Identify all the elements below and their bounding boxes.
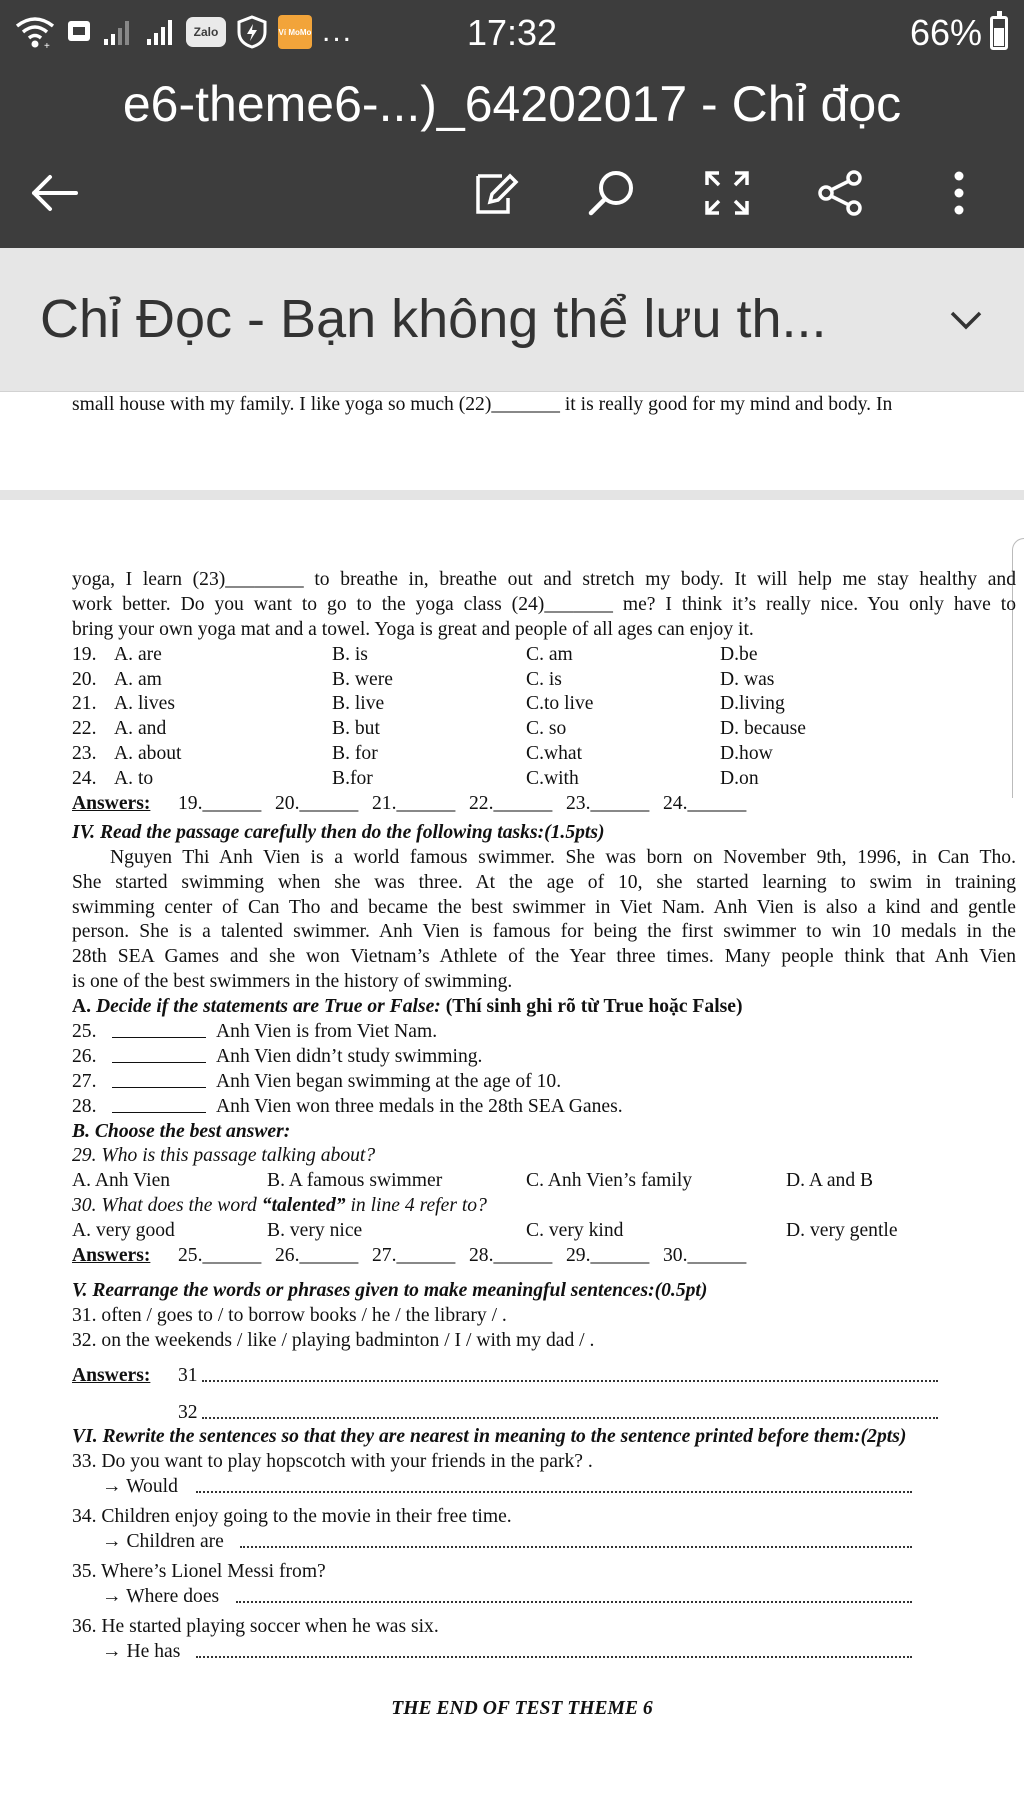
back-button[interactable] — [24, 162, 86, 224]
sec5-answer-31 — [72, 1364, 1016, 1389]
mc-option-d: D.on — [720, 768, 759, 790]
zalo-icon: Zalo — [186, 17, 226, 47]
answer-line — [202, 1403, 938, 1419]
answer-slot: 29.______ — [566, 1245, 650, 1267]
question-29: 29. Who is this passage talking about? — [72, 1145, 376, 1167]
sec5-item: 32. on the weekends / like / playing badminton / I / with my dad / . — [72, 1329, 595, 1351]
search-button[interactable] — [580, 162, 642, 224]
rewrite-question: 34. Children enjoy going to the movie in their free time. — [72, 1506, 512, 1528]
answers-label: Answers: — [72, 1364, 151, 1386]
q30-suffix: in line 4 refer to? — [345, 1195, 487, 1217]
section-6-title: VI. Rewrite the sentences so that they are nearest in meaning to the sentence printed before them:(2pts) — [72, 1426, 907, 1448]
fullscreen-button[interactable] — [696, 162, 758, 224]
answer-line — [196, 1642, 912, 1658]
q29-options — [72, 1169, 1016, 1194]
battery-icon — [990, 16, 1008, 50]
mc-row — [72, 742, 1016, 767]
toolbar — [0, 150, 1024, 234]
share-button[interactable] — [810, 162, 872, 224]
rewrite-answer — [72, 1475, 1016, 1500]
page1-last-line: small house with my family. I like yoga so much (22)_______ it is really good for my mind and body. In — [72, 394, 893, 415]
more-vert-icon — [949, 168, 969, 218]
document-page-1 — [0, 392, 1024, 490]
answer-slot: 24.______ — [663, 793, 747, 815]
rewrite-lead: → Children are — [102, 1530, 224, 1552]
sec5-answer-32 — [72, 1401, 1016, 1426]
mc-option-a: A. to — [114, 768, 154, 790]
clock: 17:32 — [466, 12, 558, 53]
fullscreen-icon — [703, 169, 751, 217]
mc-option-d: D. was — [720, 668, 775, 690]
mc-option-a: A. are — [114, 643, 162, 665]
mc-option-a: A. lives — [114, 693, 175, 715]
tf-number: 26. — [72, 1045, 97, 1067]
tf-statement: Anh Vien didn’t study swimming. — [216, 1045, 483, 1067]
mc-row — [72, 692, 1016, 717]
rewrite-answer — [72, 1585, 1016, 1610]
q30-options — [72, 1219, 1016, 1244]
tf-statement: Anh Vien is from Viet Nam. — [216, 1021, 438, 1043]
mc-number: 21. — [72, 693, 97, 715]
more-notifications: ... — [322, 15, 354, 48]
q29-option: B. A famous swimmer — [267, 1170, 443, 1192]
mc-option-b: B. live — [332, 693, 385, 715]
answer-number: 31 — [178, 1364, 198, 1386]
tf-number: 27. — [72, 1070, 97, 1092]
battery-level: 66% — [909, 12, 982, 53]
tf-blank — [112, 1073, 206, 1088]
mc-row — [72, 643, 1016, 668]
mc-option-c: C.what — [526, 743, 583, 765]
mc-option-a: A. about — [114, 743, 182, 765]
rewrite-block — [72, 1450, 1016, 1669]
tf-number: 28. — [72, 1095, 97, 1117]
mc-option-c: C.to live — [526, 693, 594, 715]
q29-option: D. A and B — [786, 1170, 874, 1192]
tf-blank — [112, 1098, 206, 1113]
answer-slot: 20.______ — [275, 793, 359, 815]
mc-option-d: D.be — [720, 643, 758, 665]
multiple-choice-block — [72, 643, 1016, 792]
answers-label: Answers: — [72, 793, 151, 815]
part-a-heading: Decide if the statements are True or False: — [95, 996, 441, 1018]
answer-line — [196, 1477, 912, 1493]
answers-row-2 — [72, 1244, 1016, 1269]
rewrite-lead: → He has — [102, 1640, 181, 1662]
rewrite-lead: → Where does — [102, 1585, 220, 1607]
read-only-text: Chỉ Đọc - Bạn không thể lưu th... — [40, 289, 827, 349]
rewrite-answer — [72, 1640, 1016, 1665]
part-a-title — [72, 995, 1016, 1020]
passage-line: work better. Do you want to go to the yoga class (24)_______ me? I think it’s really nice. You only have to — [72, 593, 1016, 615]
chevron-down-icon[interactable] — [944, 298, 988, 342]
section-4-title: IV. Read the passage carefully then do the following tasks:(1.5pts) — [72, 821, 605, 843]
answer-line — [236, 1587, 912, 1603]
read-only-banner[interactable] — [0, 248, 1024, 392]
answer-slot: 23.______ — [566, 793, 650, 815]
question-30 — [72, 1194, 1016, 1219]
rewrite-answer — [72, 1530, 1016, 1555]
app-bar — [0, 0, 1024, 248]
sec4-line: is one of the best swimmers in the history of swimming. — [72, 971, 513, 993]
mc-row — [72, 767, 1016, 792]
tf-statement: Anh Vien began swimming at the age of 10. — [216, 1070, 562, 1092]
answer-slot: 21.______ — [372, 793, 456, 815]
answer-line — [202, 1366, 938, 1382]
q30-option: C. very kind — [526, 1220, 624, 1242]
mc-number: 24. — [72, 768, 97, 790]
rewrite-lead: → Would — [102, 1476, 178, 1498]
q29-option: A. Anh Vien — [72, 1170, 171, 1192]
answer-line — [240, 1532, 912, 1548]
answer-slot: 19.______ — [178, 793, 262, 815]
mc-number: 20. — [72, 668, 97, 690]
document-page-2[interactable] — [0, 500, 1024, 1820]
q30-prefix: 30. What does the word — [72, 1195, 262, 1217]
passage-line: yoga, I learn (23)________ to breathe in, breathe out and stretch my body. It will help me stay healthy and — [72, 569, 1016, 590]
mc-option-b: B. but — [332, 718, 380, 740]
mc-number: 22. — [72, 718, 97, 740]
mc-option-d: D. because — [720, 718, 806, 740]
mc-row — [72, 668, 1016, 693]
mc-option-b: B. for — [332, 743, 378, 765]
mc-option-c: C. am — [526, 643, 573, 665]
page-separator — [0, 490, 1024, 500]
tf-item — [72, 1045, 1016, 1070]
mc-option-a: A. and — [114, 718, 167, 740]
answer-slot: 25.______ — [178, 1245, 262, 1267]
more-button[interactable] — [928, 162, 990, 224]
tf-blank — [112, 1023, 206, 1038]
tf-item — [72, 1020, 1016, 1045]
tf-statement: Anh Vien won three medals in the 28th SEA Ganes. — [216, 1095, 623, 1117]
mc-option-b: B. were — [332, 668, 393, 690]
sec4-line: swimming center of Can Tho and became the best swimmer in Viet Nam. Anh Vien is also a kind and gentle — [72, 896, 1016, 918]
tf-item — [72, 1095, 1016, 1120]
mc-option-d: D.living — [720, 693, 785, 715]
sec5-item: 31. often / goes to / to borrow books / he / the library / . — [72, 1304, 507, 1326]
momo-icon: Ví MoMo — [278, 15, 312, 49]
rewrite-question: 33. Do you want to play hopscotch with your friends in the park? . — [72, 1451, 593, 1473]
tf-blank — [112, 1048, 206, 1063]
sec4-line: 28th SEA Games and she won Vietnam’s Athlete of the Year three times. Many people think that Anh Vien — [72, 946, 1016, 968]
mc-row — [72, 717, 1016, 742]
true-false-block — [72, 1020, 1016, 1120]
sec4-line: Nguyen Thi Anh Vien is a world famous swimmer. She was born on November 9th, 1996, in Can Tho. — [110, 846, 1016, 868]
answer-number: 32 — [178, 1401, 198, 1423]
document-title: e6-theme6-...)_64202017 - Chỉ đọc — [122, 76, 902, 132]
part-b-title: B. Choose the best answer: — [72, 1120, 291, 1142]
mc-option-c: C. is — [526, 668, 562, 690]
sec4-line: person. She is a talented swimmer. Anh Vien is famous for being the first swimmer to win 10 medals in the — [72, 921, 1016, 943]
answer-slot: 26.______ — [275, 1245, 359, 1267]
status-bar — [0, 0, 1024, 66]
q30-option: A. very good — [72, 1220, 175, 1242]
back-arrow-icon — [30, 173, 80, 213]
edit-button[interactable] — [466, 162, 528, 224]
answers-label: Answers: — [72, 1245, 151, 1267]
part-a-label: A. — [72, 996, 96, 1018]
mc-option-b: B.for — [332, 768, 373, 790]
mc-option-b: B. is — [332, 643, 368, 665]
mc-number: 23. — [72, 743, 97, 765]
mc-number: 19. — [72, 643, 97, 665]
passage-line: bring your own yoga mat and a towel. Yoga is great and people of all ages can enjoy it. — [72, 618, 754, 640]
rewrite-question: 36. He started playing soccer when he was six. — [72, 1615, 439, 1637]
end-of-test: THE END OF TEST THEME 6 — [391, 1698, 653, 1720]
mc-option-a: A. am — [114, 668, 162, 690]
answers-row-1 — [72, 792, 1016, 817]
section-5-title: V. Rearrange the words or phrases given to make meaningful sentences:(0.5pt) — [72, 1279, 708, 1301]
mc-option-c: C. so — [526, 718, 567, 740]
search-icon — [585, 167, 637, 219]
mc-option-c: C.with — [526, 768, 579, 790]
part-a-note: (Thí sinh ghi rõ từ True hoặc False) — [440, 996, 743, 1018]
q29-option: C. Anh Vien’s family — [526, 1170, 693, 1192]
svg-text:+: + — [44, 41, 50, 50]
answer-slot: 27.______ — [372, 1245, 456, 1267]
q30-word: “talented” — [261, 1195, 346, 1217]
edit-icon — [472, 168, 522, 218]
sec4-line: She started swimming when she was three. At the age of 10, she started learning to swim in training — [72, 871, 1016, 893]
tf-item — [72, 1070, 1016, 1095]
answer-slot: 30.______ — [663, 1245, 747, 1267]
rewrite-question: 35. Where’s Lionel Messi from? — [72, 1560, 326, 1582]
share-icon — [816, 168, 866, 218]
answer-slot: 22.______ — [469, 793, 553, 815]
mc-option-d: D.how — [720, 743, 773, 765]
answer-slot: 28.______ — [469, 1245, 553, 1267]
page2-content — [72, 568, 1016, 1722]
tf-number: 25. — [72, 1021, 97, 1043]
q30-option: D. very gentle — [786, 1220, 898, 1242]
q30-option: B. very nice — [267, 1220, 363, 1242]
